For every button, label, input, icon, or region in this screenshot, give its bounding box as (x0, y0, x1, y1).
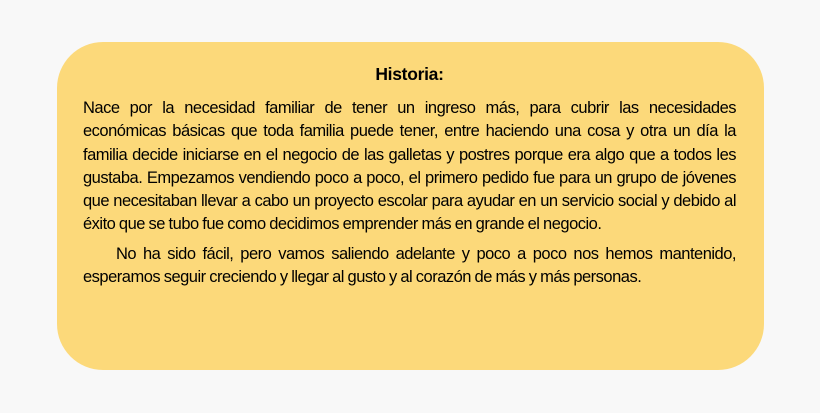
history-paragraph-2: No ha sido fácil, pero vamos saliendo adelante y poco a poco nos hemos mantenido, esperamos seguir creciendo y llegar al gusto y al corazón de más y más personas. (83, 244, 736, 287)
history-paragraph-1: Nace por la necesidad familiar de tener un ingreso más, para cubrir las necesidades económicas básicas que toda familia puede tener, entre haciendo una cosa y otra un día la familia decide iniciarse en el negocio de las galletas y postres porque era algo que a todos les gustaba. Empezamos vendiendo poco a poco, el primero pedido fue para un grupo de jóvenes que necesitaban llevar a cabo un proyecto escolar para ayudar en un servicio social y debido al éxito que se tubo fue como decidimos emprender más en grande el negocio. (83, 99, 736, 234)
history-card (57, 42, 764, 370)
card-title: Historia: (375, 64, 444, 84)
